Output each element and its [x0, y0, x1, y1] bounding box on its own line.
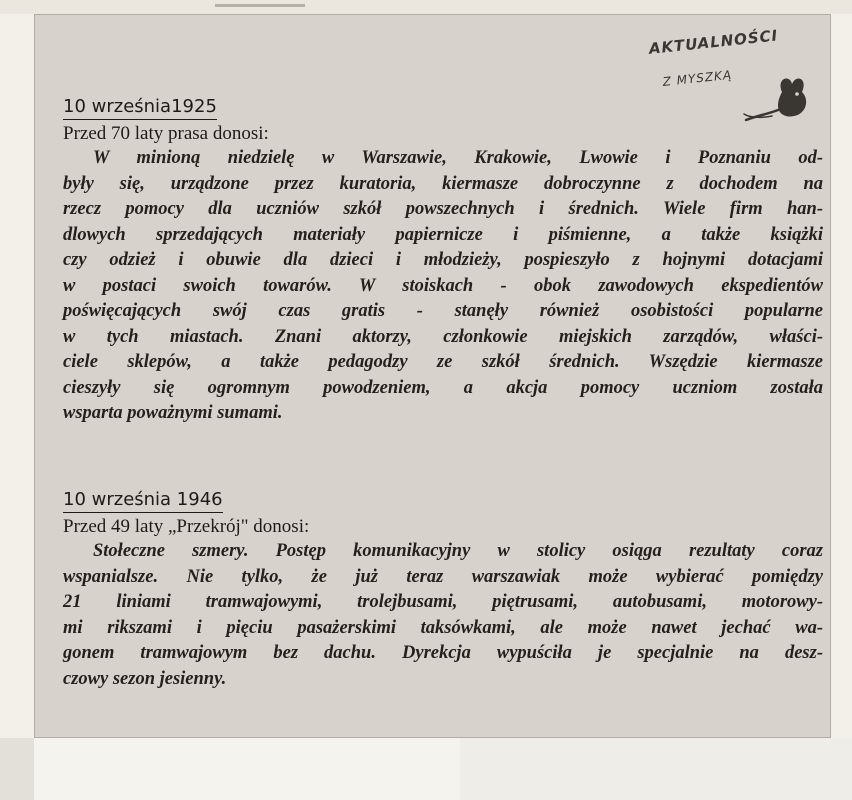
page-top-strip [0, 0, 852, 14]
article-line: gonem tramwajowym bez dachu. Dyrekcja wypuściła je specjalnie na desz- [63, 643, 823, 663]
article-intro: Przed 49 laty „Przekrój" donosi: [63, 516, 310, 537]
article-line: W minioną niedzielę w Warszawie, Krakowie, Lwowie i Poznaniu od- [93, 148, 823, 168]
article-body [63, 146, 823, 427]
article-line: Stołeczne szmery. Postęp komunikacyjny w stolicy osiąga rezultaty coraz [93, 541, 823, 561]
article-1925 [63, 94, 823, 427]
article-line: poświęcających swój czas gratis - stanęły również osobistości popularne [63, 301, 823, 321]
top-strip-mark [215, 4, 305, 7]
page-bottom-left-shade [0, 738, 34, 800]
article-line: w postaci swoich towarów. W stoiskach - obok zawodowych ekspedientów [63, 275, 823, 296]
article-line: czowy sezon jesienny. [63, 668, 227, 689]
article-body [63, 539, 823, 692]
article-line: wspanialsze. Nie tylko, że już teraz warszawiak może wybierać pomiędzy [63, 566, 823, 587]
article-1946 [63, 487, 823, 692]
logo-subtitle: Z MYSZKĄ [662, 67, 733, 89]
article-line: wsparta poważnymi sumami. [63, 403, 283, 423]
article-line: cieszyły się ogromnym powodzeniem, a akcja pomocy uczniom została [63, 377, 823, 398]
article-line: czy odzież i obuwie dla dzieci i młodzieży, pospieszyło z hojnymi dotacjami [63, 250, 823, 270]
article-date: 10 września 1946 [63, 487, 223, 513]
article-line: dlowych sprzedających materiały papiernicze i piśmienne, a także książki [63, 224, 823, 245]
article-intro: Przed 70 laty prasa donosi: [63, 123, 269, 144]
article-line: mi rikszami i pięciu pasażerskimi taksówkami, ale może nawet jechać wa- [63, 617, 823, 638]
article-line: w tych miastach. Znani aktorzy, członkowie miejskich zarządów, właści- [63, 326, 823, 347]
article-line: rzecz pomocy dla uczniów szkół powszechnych i średnich. Wiele firm han- [63, 199, 823, 219]
page-bottom [0, 738, 852, 800]
article-date: 10 września1925 [63, 94, 217, 120]
article-line: ciele sklepów, a także pedagodzy ze szkół średnich. Wszędzie kiermasze [63, 352, 823, 372]
page-bottom-right-shade [460, 738, 852, 800]
article-line: 21 liniami tramwajowymi, trolejbusami, piętrusami, autobusami, motorowy- [63, 592, 823, 612]
logo-title: AKTUALNOŚCI [648, 26, 780, 58]
article-line: były się, urządzone przez kuratoria, kiermasze dobroczynne z dochodem na [63, 173, 823, 194]
